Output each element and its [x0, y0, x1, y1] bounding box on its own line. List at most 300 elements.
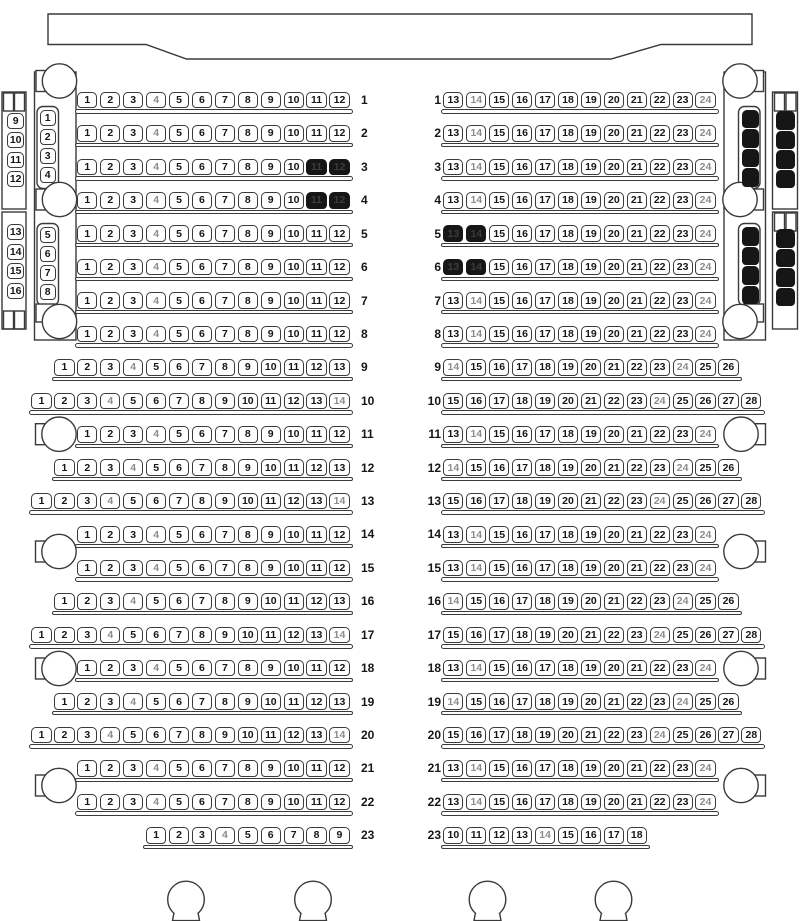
seat[interactable]: 3: [123, 426, 143, 443]
seat[interactable]: 14: [443, 593, 463, 610]
seat[interactable]: 4: [146, 259, 166, 276]
seat[interactable]: 10: [284, 292, 304, 309]
seat[interactable]: 14: [466, 326, 486, 343]
seat[interactable]: 4: [100, 627, 120, 644]
seat[interactable]: 9: [238, 459, 258, 476]
seat[interactable]: 13: [329, 359, 349, 376]
seat[interactable]: 12: [329, 426, 349, 443]
seat[interactable]: 4: [100, 727, 120, 744]
seat[interactable]: 6: [192, 526, 212, 543]
seat[interactable]: 15: [443, 393, 463, 410]
seat[interactable]: 17: [535, 426, 555, 443]
seat[interactable]: 18: [535, 359, 555, 376]
seat[interactable]: 23: [673, 426, 693, 443]
seat[interactable]: 19: [535, 727, 555, 744]
seat[interactable]: 9: [329, 827, 349, 844]
seat[interactable]: 2: [100, 560, 120, 577]
seat[interactable]: 14: [466, 159, 486, 176]
seat[interactable]: 17: [604, 827, 624, 844]
seat[interactable]: 17: [535, 760, 555, 777]
seat[interactable]: 10: [238, 727, 258, 744]
seat[interactable]: 23: [673, 159, 693, 176]
seat[interactable]: 3: [123, 760, 143, 777]
seat[interactable]: 17: [489, 627, 509, 644]
seat[interactable]: 6: [192, 760, 212, 777]
seat[interactable]: 20: [558, 627, 578, 644]
seat[interactable]: 18: [558, 259, 578, 276]
seat[interactable]: 3: [123, 794, 143, 811]
seat[interactable]: 26: [718, 459, 738, 476]
seat[interactable]: 17: [512, 459, 532, 476]
seat[interactable]: 2: [54, 493, 74, 510]
seat[interactable]: 7: [215, 794, 235, 811]
seat[interactable]: 12: [329, 560, 349, 577]
seat[interactable]: 24: [695, 794, 715, 811]
seat[interactable]: 7: [215, 92, 235, 109]
seat[interactable]: 5: [169, 660, 189, 677]
seat[interactable]: 1: [77, 225, 97, 242]
seat[interactable]: 6: [192, 426, 212, 443]
seat[interactable]: 1: [77, 92, 97, 109]
seat[interactable]: 12: [306, 459, 326, 476]
seat[interactable]: 16: [512, 426, 532, 443]
seat[interactable]: 6: [169, 459, 189, 476]
seat[interactable]: 24: [695, 326, 715, 343]
seat[interactable]: 8: [238, 292, 258, 309]
box-seat[interactable]: 14: [7, 244, 24, 260]
seat[interactable]: 14: [466, 426, 486, 443]
seat[interactable]: 9: [261, 660, 281, 677]
seat[interactable]: 21: [627, 92, 647, 109]
seat[interactable]: 3: [123, 225, 143, 242]
seat[interactable]: 21: [604, 459, 624, 476]
seat[interactable]: 16: [512, 760, 532, 777]
seat[interactable]: 21: [627, 660, 647, 677]
seat[interactable]: 21: [581, 627, 601, 644]
seat[interactable]: 4: [146, 526, 166, 543]
seat[interactable]: 22: [650, 526, 670, 543]
seat[interactable]: 7: [215, 560, 235, 577]
seat[interactable]: 11: [306, 259, 326, 276]
seat[interactable]: 5: [169, 259, 189, 276]
box-seat[interactable]: 6: [40, 246, 56, 262]
seat[interactable]: 24: [695, 292, 715, 309]
seat[interactable]: 3: [100, 359, 120, 376]
seat[interactable]: 4: [123, 359, 143, 376]
seat[interactable]: 22: [650, 326, 670, 343]
seat[interactable]: 1: [146, 827, 166, 844]
seat[interactable]: 16: [512, 125, 532, 142]
seat[interactable]: 16: [512, 192, 532, 209]
seat[interactable]: 11: [284, 593, 304, 610]
seat[interactable]: 25: [695, 693, 715, 710]
seat[interactable]: 7: [192, 593, 212, 610]
seat[interactable]: 7: [215, 660, 235, 677]
seat[interactable]: 8: [238, 760, 258, 777]
seat[interactable]: 19: [558, 459, 578, 476]
seat[interactable]: 25: [695, 359, 715, 376]
seat[interactable]: 8: [238, 426, 258, 443]
seat[interactable]: 11: [306, 292, 326, 309]
seat[interactable]: 3: [77, 493, 97, 510]
seat[interactable]: 8: [238, 92, 258, 109]
seat[interactable]: 7: [169, 493, 189, 510]
seat[interactable]: 11: [306, 125, 326, 142]
seat[interactable]: 6: [146, 627, 166, 644]
seat[interactable]: 7: [215, 159, 235, 176]
seat[interactable]: 3: [100, 693, 120, 710]
box-seat[interactable]: 1: [40, 110, 56, 126]
seat[interactable]: 5: [169, 125, 189, 142]
seat[interactable]: 7: [215, 259, 235, 276]
seat[interactable]: 23: [673, 560, 693, 577]
seat[interactable]: 14: [466, 660, 486, 677]
seat[interactable]: 12: [329, 125, 349, 142]
seat[interactable]: 14: [466, 560, 486, 577]
seat[interactable]: 20: [581, 593, 601, 610]
seat[interactable]: 12: [329, 92, 349, 109]
seat[interactable]: 19: [581, 794, 601, 811]
seat[interactable]: 5: [146, 359, 166, 376]
seat[interactable]: 12: [329, 292, 349, 309]
seat[interactable]: 25: [673, 627, 693, 644]
seat[interactable]: 20: [581, 459, 601, 476]
seat[interactable]: 13: [443, 125, 463, 142]
seat[interactable]: 20: [604, 92, 624, 109]
seat[interactable]: 10: [284, 92, 304, 109]
seat[interactable]: 24: [673, 459, 693, 476]
seat[interactable]: 11: [261, 627, 281, 644]
seat[interactable]: 7: [215, 125, 235, 142]
seat[interactable]: 2: [77, 459, 97, 476]
seat[interactable]: 18: [558, 660, 578, 677]
seat[interactable]: 15: [489, 560, 509, 577]
seat[interactable]: 22: [650, 125, 670, 142]
seat[interactable]: 3: [77, 627, 97, 644]
seat[interactable]: 9: [238, 359, 258, 376]
seat[interactable]: 8: [238, 526, 258, 543]
seat[interactable]: 11: [306, 326, 326, 343]
seat[interactable]: 10: [284, 660, 304, 677]
seat[interactable]: 9: [261, 125, 281, 142]
seat[interactable]: 20: [604, 660, 624, 677]
seat[interactable]: 7: [215, 292, 235, 309]
seat[interactable]: 17: [535, 92, 555, 109]
seat[interactable]: 8: [238, 326, 258, 343]
seat[interactable]: 23: [673, 125, 693, 142]
seat[interactable]: 22: [604, 493, 624, 510]
seat[interactable]: 18: [558, 426, 578, 443]
seat[interactable]: 8: [215, 459, 235, 476]
seat[interactable]: 11: [261, 393, 281, 410]
seat[interactable]: 18: [512, 393, 532, 410]
seat[interactable]: 3: [77, 727, 97, 744]
seat[interactable]: 18: [512, 627, 532, 644]
seat[interactable]: 6: [192, 794, 212, 811]
seat[interactable]: 23: [650, 359, 670, 376]
seat[interactable]: 16: [512, 159, 532, 176]
seat[interactable]: 2: [100, 794, 120, 811]
seat[interactable]: 26: [695, 727, 715, 744]
seat[interactable]: 20: [604, 292, 624, 309]
box-seat[interactable]: 10: [7, 132, 24, 148]
seat[interactable]: 18: [558, 192, 578, 209]
seat[interactable]: 7: [215, 526, 235, 543]
seat[interactable]: 6: [146, 393, 166, 410]
seat[interactable]: 19: [581, 159, 601, 176]
seat[interactable]: 21: [581, 393, 601, 410]
seat[interactable]: 6: [192, 192, 212, 209]
seat[interactable]: 7: [215, 760, 235, 777]
seat[interactable]: 7: [215, 225, 235, 242]
seat[interactable]: 8: [238, 660, 258, 677]
seat[interactable]: 19: [535, 393, 555, 410]
seat[interactable]: 16: [466, 727, 486, 744]
seat[interactable]: 15: [489, 292, 509, 309]
seat[interactable]: 16: [512, 794, 532, 811]
seat[interactable]: 13: [329, 693, 349, 710]
seat[interactable]: 5: [238, 827, 258, 844]
seat[interactable]: 14: [443, 693, 463, 710]
seat[interactable]: 6: [169, 693, 189, 710]
seat[interactable]: 15: [466, 459, 486, 476]
seat[interactable]: 3: [100, 459, 120, 476]
seat[interactable]: 9: [238, 593, 258, 610]
seat[interactable]: 10: [261, 693, 281, 710]
seat[interactable]: 8: [215, 693, 235, 710]
seat[interactable]: 2: [100, 526, 120, 543]
seat[interactable]: 18: [558, 326, 578, 343]
seat[interactable]: 5: [146, 459, 166, 476]
seat[interactable]: 26: [695, 393, 715, 410]
seat[interactable]: 20: [604, 192, 624, 209]
seat[interactable]: 15: [489, 159, 509, 176]
seat[interactable]: 10: [284, 426, 304, 443]
seat[interactable]: 11: [306, 92, 326, 109]
seat[interactable]: 14: [329, 393, 349, 410]
seat[interactable]: 12: [306, 593, 326, 610]
seat[interactable]: 24: [650, 727, 670, 744]
seat[interactable]: 7: [284, 827, 304, 844]
seat[interactable]: 15: [489, 426, 509, 443]
seat[interactable]: 27: [718, 393, 738, 410]
seat[interactable]: 13: [306, 393, 326, 410]
seat[interactable]: 5: [169, 292, 189, 309]
box-seat[interactable]: 13: [7, 224, 24, 240]
seat[interactable]: 4: [146, 326, 166, 343]
seat[interactable]: 2: [100, 192, 120, 209]
seat[interactable]: 4: [215, 827, 235, 844]
seat[interactable]: 1: [77, 760, 97, 777]
seat[interactable]: 16: [466, 627, 486, 644]
seat[interactable]: 10: [284, 326, 304, 343]
seat[interactable]: 11: [261, 727, 281, 744]
seat[interactable]: 22: [627, 593, 647, 610]
seat[interactable]: 10: [284, 760, 304, 777]
seat[interactable]: 16: [512, 259, 532, 276]
seat[interactable]: 16: [512, 660, 532, 677]
seat[interactable]: 11: [306, 526, 326, 543]
seat[interactable]: 2: [54, 393, 74, 410]
seat[interactable]: 17: [512, 359, 532, 376]
box-seat[interactable]: 2: [40, 129, 56, 145]
seat[interactable]: 12: [306, 693, 326, 710]
seat[interactable]: 16: [489, 593, 509, 610]
seat[interactable]: 19: [581, 760, 601, 777]
seat[interactable]: 10: [238, 493, 258, 510]
seat[interactable]: 17: [535, 259, 555, 276]
seat[interactable]: 10: [443, 827, 463, 844]
seat[interactable]: 17: [535, 794, 555, 811]
seat[interactable]: 16: [489, 359, 509, 376]
seat[interactable]: 7: [215, 426, 235, 443]
box-seat[interactable]: 7: [40, 265, 56, 281]
seat[interactable]: 25: [695, 459, 715, 476]
seat[interactable]: 22: [650, 292, 670, 309]
seat[interactable]: 23: [673, 259, 693, 276]
seat[interactable]: 23: [627, 727, 647, 744]
seat[interactable]: 9: [261, 192, 281, 209]
seat[interactable]: 3: [123, 125, 143, 142]
seat[interactable]: 11: [284, 693, 304, 710]
seat[interactable]: 7: [169, 627, 189, 644]
seat[interactable]: 2: [100, 259, 120, 276]
seat[interactable]: 3: [123, 92, 143, 109]
seat[interactable]: 14: [466, 760, 486, 777]
seat[interactable]: 10: [284, 159, 304, 176]
seat[interactable]: 8: [238, 560, 258, 577]
seat[interactable]: 15: [489, 526, 509, 543]
seat[interactable]: 14: [466, 192, 486, 209]
seat[interactable]: 13: [306, 493, 326, 510]
seat[interactable]: 21: [581, 493, 601, 510]
seat[interactable]: 11: [306, 660, 326, 677]
seat[interactable]: 16: [512, 292, 532, 309]
seat[interactable]: 3: [123, 660, 143, 677]
seat[interactable]: 18: [558, 292, 578, 309]
seat[interactable]: 23: [627, 627, 647, 644]
seat[interactable]: 26: [718, 693, 738, 710]
seat[interactable]: 25: [673, 493, 693, 510]
seat[interactable]: 3: [123, 259, 143, 276]
seat[interactable]: 8: [238, 125, 258, 142]
seat[interactable]: 9: [215, 393, 235, 410]
seat[interactable]: 15: [489, 125, 509, 142]
seat[interactable]: 22: [650, 92, 670, 109]
seat[interactable]: 2: [100, 125, 120, 142]
seat[interactable]: 19: [581, 560, 601, 577]
seat[interactable]: 18: [558, 159, 578, 176]
seat[interactable]: 1: [31, 393, 51, 410]
seat[interactable]: 15: [443, 727, 463, 744]
seat[interactable]: 8: [238, 159, 258, 176]
seat[interactable]: 18: [558, 760, 578, 777]
seat[interactable]: 4: [146, 426, 166, 443]
seat[interactable]: 3: [123, 326, 143, 343]
seat[interactable]: 24: [695, 760, 715, 777]
seat[interactable]: 21: [627, 526, 647, 543]
seat[interactable]: 24: [673, 359, 693, 376]
seat[interactable]: 5: [123, 727, 143, 744]
seat[interactable]: 23: [673, 526, 693, 543]
seat[interactable]: 3: [123, 159, 143, 176]
seat[interactable]: 23: [673, 225, 693, 242]
seat[interactable]: 24: [695, 259, 715, 276]
seat[interactable]: 19: [581, 326, 601, 343]
seat[interactable]: 3: [192, 827, 212, 844]
seat[interactable]: 22: [650, 225, 670, 242]
seat[interactable]: 4: [146, 225, 166, 242]
seat[interactable]: 20: [604, 159, 624, 176]
seat[interactable]: 15: [489, 794, 509, 811]
seat[interactable]: 4: [146, 660, 166, 677]
seat[interactable]: 25: [673, 393, 693, 410]
seat[interactable]: 2: [77, 359, 97, 376]
seat[interactable]: 8: [192, 627, 212, 644]
box-seat[interactable]: 4: [40, 167, 56, 183]
seat[interactable]: 18: [535, 693, 555, 710]
seat[interactable]: 21: [604, 593, 624, 610]
seat[interactable]: 4: [100, 393, 120, 410]
box-seat[interactable]: 16: [7, 283, 24, 299]
seat[interactable]: 12: [284, 627, 304, 644]
seat[interactable]: 16: [512, 92, 532, 109]
seat[interactable]: 1: [31, 727, 51, 744]
seat[interactable]: 22: [650, 259, 670, 276]
box-seat[interactable]: 8: [40, 284, 56, 300]
seat[interactable]: 23: [673, 192, 693, 209]
seat[interactable]: 5: [123, 393, 143, 410]
seat[interactable]: 6: [169, 359, 189, 376]
seat[interactable]: 14: [443, 459, 463, 476]
seat[interactable]: 3: [123, 292, 143, 309]
seat[interactable]: 11: [261, 493, 281, 510]
seat[interactable]: 10: [284, 259, 304, 276]
seat[interactable]: 12: [306, 359, 326, 376]
seat[interactable]: 13: [443, 192, 463, 209]
seat[interactable]: 6: [169, 593, 189, 610]
seat[interactable]: 18: [627, 827, 647, 844]
seat[interactable]: 20: [604, 760, 624, 777]
seat[interactable]: 6: [192, 92, 212, 109]
seat[interactable]: 22: [627, 359, 647, 376]
seat[interactable]: 15: [558, 827, 578, 844]
seat[interactable]: 19: [558, 693, 578, 710]
seat[interactable]: 4: [100, 493, 120, 510]
seat[interactable]: 8: [192, 493, 212, 510]
box-seat[interactable]: 9: [7, 113, 24, 129]
seat[interactable]: 13: [443, 292, 463, 309]
seat[interactable]: 12: [329, 760, 349, 777]
seat[interactable]: 16: [512, 560, 532, 577]
seat[interactable]: 20: [604, 125, 624, 142]
seat[interactable]: 6: [192, 660, 212, 677]
seat[interactable]: 6: [192, 159, 212, 176]
seat[interactable]: 2: [54, 627, 74, 644]
seat[interactable]: 19: [581, 660, 601, 677]
seat[interactable]: 24: [650, 393, 670, 410]
seat[interactable]: 8: [238, 259, 258, 276]
seat[interactable]: 14: [329, 727, 349, 744]
seat[interactable]: 6: [146, 727, 166, 744]
seat[interactable]: 1: [54, 693, 74, 710]
seat[interactable]: 1: [31, 493, 51, 510]
seat[interactable]: 15: [466, 693, 486, 710]
seat[interactable]: 15: [466, 359, 486, 376]
seat[interactable]: 23: [673, 660, 693, 677]
seat[interactable]: 20: [604, 560, 624, 577]
seat[interactable]: 13: [306, 727, 326, 744]
